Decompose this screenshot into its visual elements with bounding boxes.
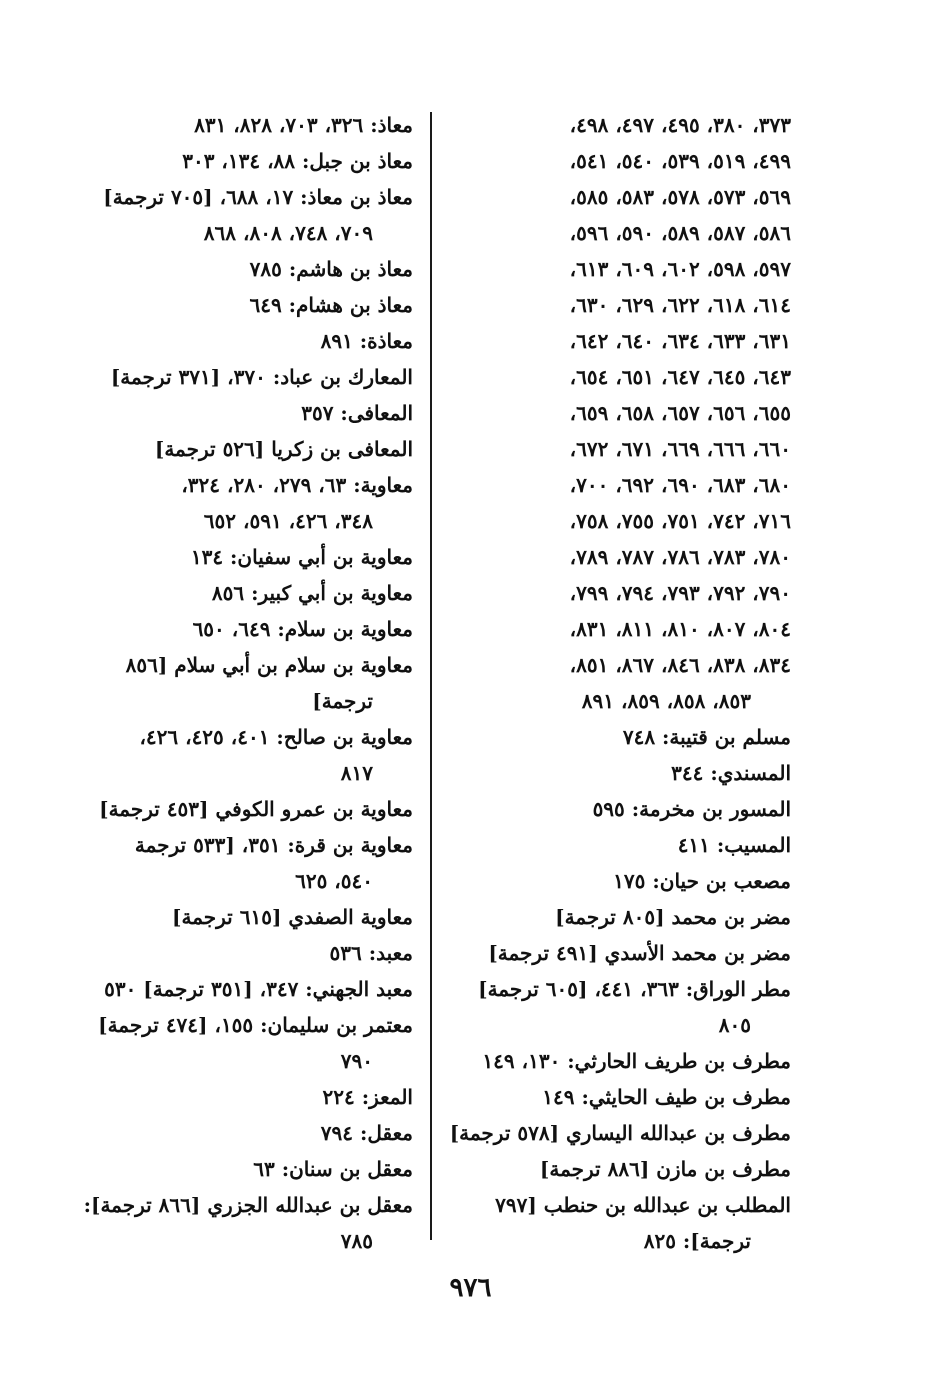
- index-entry: معاذ: ٣٢٦، ٧٠٣، ٨٢٨، ٨٣١: [194, 113, 413, 137]
- left-index-column: [85, 107, 413, 1259]
- index-line: ٨٥٣، ٨٥٨، ٨٥٩، ٨٩١: [581, 689, 751, 713]
- index-entry: معاذة: ٨٩١: [320, 329, 413, 353]
- index-entry: معتمر بن سليمان: ١٥٥، [٤٧٤ ترجمة]: [98, 1013, 413, 1037]
- index-entry: مضر بن محمد [٨٠٥ ترجمة]: [555, 905, 791, 929]
- index-continuation: ٨٠٥: [718, 1013, 751, 1037]
- index-entry: معاذ بن جبل: ٨٨، ١٣٤، ٣٠٣: [182, 149, 413, 173]
- index-continuation: ٧٨٥: [340, 1229, 373, 1253]
- index-line: ٦٤٣، ٦٤٥، ٦٤٧، ٦٥١، ٦٥٤،: [569, 365, 791, 389]
- index-line: ٥٨٦، ٥٨٧، ٥٨٩، ٥٩٠، ٥٩٦،: [569, 221, 791, 245]
- index-continuation: ترجمة]: ٨٢٥: [643, 1229, 751, 1253]
- index-entry: معاوية بن أبي كبير: ٨٥٦: [211, 581, 413, 605]
- index-entry: معبد: ٥٣٦: [329, 941, 413, 965]
- index-entry: مطرف بن مازن [٨٨٦ ترجمة]: [539, 1157, 791, 1181]
- index-entry: المعارك بن عباد: ٣٧٠، [٣٧١ ترجمة]: [110, 365, 413, 389]
- index-entry: مطر الوراق: ٣٦٣، ٤٤١، [٦٠٥ ترجمة]: [478, 977, 791, 1001]
- index-entry: معاذ بن معاذ: ١٧، ٦٨٨، [٧٠٥ ترجمة]: [103, 185, 413, 209]
- index-line: ٥٩٧، ٥٩٨، ٦٠٢، ٦٠٩، ٦١٣،: [569, 257, 791, 281]
- index-entry: المعز: ٢٢٤: [322, 1085, 413, 1109]
- index-entry: معاوية بن قرة: ٣٥١، [٥٣٣ ترجمة: [134, 833, 413, 857]
- index-line: ٦٨٠، ٦٨٣، ٦٩٠، ٦٩٢، ٧٠٠،: [569, 473, 791, 497]
- index-entry: معاوية الصفدي [٦١٥ ترجمة]: [172, 905, 413, 929]
- index-entry: معاوية بن عمرو الكوفي [٤٥٣ ترجمة]: [99, 797, 413, 821]
- index-line: ٥٦٩، ٥٧٣، ٥٧٨، ٥٨٣، ٥٨٥،: [569, 185, 791, 209]
- index-line: ٧٩٠، ٧٩٢، ٧٩٣، ٧٩٤، ٧٩٩،: [569, 581, 791, 605]
- index-entry: المعافى: ٣٥٧: [301, 401, 413, 425]
- index-entry: معبد الجهني: ٣٤٧، [٣٥١ ترجمة] ٥٣٠: [104, 977, 413, 1001]
- index-line: ٨٣٤، ٨٣٨، ٨٤٦، ٨٦٧، ٨٥١،: [569, 653, 791, 677]
- index-continuation: ٧٩٠: [340, 1049, 373, 1073]
- index-entry: مطرف بن عبدالله اليساري [٥٧٨ ترجمة]: [449, 1121, 791, 1145]
- index-entry: المعافى بن زكريا [٥٢٦ ترجمة]: [154, 437, 413, 461]
- index-line: ٣٧٣، ٣٨٠، ٤٩٥، ٤٩٧، ٤٩٨،: [569, 113, 791, 137]
- index-line: ٦١٤، ٦١٨، ٦٢٢، ٦٢٩، ٦٣٠،: [569, 293, 791, 317]
- index-line: ٦٦٠، ٦٦٦، ٦٦٩، ٦٧١، ٦٧٢،: [569, 437, 791, 461]
- right-index-column: [449, 107, 791, 1259]
- index-entry: معاوية بن صالح: ٤٠١، ٤٢٥، ٤٢٦،: [139, 725, 413, 749]
- index-entry: معاوية بن أبي سفيان: ١٣٤: [190, 545, 413, 569]
- index-entry: مطرف بن طريف الحارثي: ١٣٠، ١٤٩: [482, 1049, 791, 1073]
- index-entry: المطلب بن عبدالله بن حنطب [٧٩٧: [495, 1193, 791, 1217]
- index-entry: معقل: ٧٩٤: [320, 1121, 413, 1145]
- index-continuation: ٧٠٩، ٧٤٨، ٨٠٨، ٨٦٨: [203, 221, 373, 245]
- index-entry: معقل بن سنان: ٦٣: [253, 1157, 413, 1181]
- index-entry: مسلم بن قتيبة: ٧٤٨: [622, 725, 791, 749]
- index-line: ٤٩٩، ٥١٩، ٥٣٩، ٥٤٠، ٥٤١،: [569, 149, 791, 173]
- index-line: ٧١٦، ٧٤٢، ٧٥١، ٧٥٥، ٧٥٨،: [569, 509, 791, 533]
- index-continuation: ترجمة]: [312, 689, 373, 713]
- index-entry: معاذ بن هاشم: ٧٨٥: [249, 257, 413, 281]
- index-continuation: ٨١٧: [340, 761, 373, 785]
- index-line: ٨٠٤، ٨٠٧، ٨١٠، ٨١١، ٨٣١،: [569, 617, 791, 641]
- index-entry: معاوية بن سلام: ٦٤٩، ٦٥٠: [192, 617, 413, 641]
- index-entry: المسيب: ٤١١: [677, 833, 791, 857]
- index-line: ٦٣١، ٦٣٣، ٦٣٤، ٦٤٠، ٦٤٢،: [569, 329, 791, 353]
- index-line: ٧٨٠، ٧٨٣، ٧٨٦، ٧٨٧، ٧٨٩،: [569, 545, 791, 569]
- index-entry: معقل بن عبدالله الجزري [٨٦٦ ترجمة]:: [83, 1193, 413, 1217]
- index-entry: المسور بن مخرمة: ٥٩٥: [592, 797, 791, 821]
- index-entry: مطرف بن طيف الحايثي: ١٤٩: [542, 1085, 791, 1109]
- index-entry: معاوية بن سلام بن أبي سلام [٨٥٦: [125, 653, 413, 677]
- index-entry: مضر بن محمد الأسدي [٤٩١ ترجمة]: [488, 941, 791, 965]
- index-continuation: ٥٤٠، ٦٢٥: [295, 869, 373, 893]
- index-entry: مصعب بن حيان: ١٧٥: [613, 869, 791, 893]
- index-continuation: ٣٤٨، ٤٢٦، ٥٩١، ٦٥٢: [203, 509, 373, 533]
- column-divider: [430, 112, 432, 1240]
- page-number: ٩٧٦: [449, 1273, 492, 1303]
- index-entry: معاوية: ٦٣، ٢٧٩، ٢٨٠، ٣٢٤،: [181, 473, 413, 497]
- index-entry: معاذ بن هشام: ٦٤٩: [249, 293, 413, 317]
- index-entry: المسندي: ٣٤٤: [671, 761, 791, 785]
- index-line: ٦٥٥، ٦٥٦، ٦٥٧، ٦٥٨، ٦٥٩،: [569, 401, 791, 425]
